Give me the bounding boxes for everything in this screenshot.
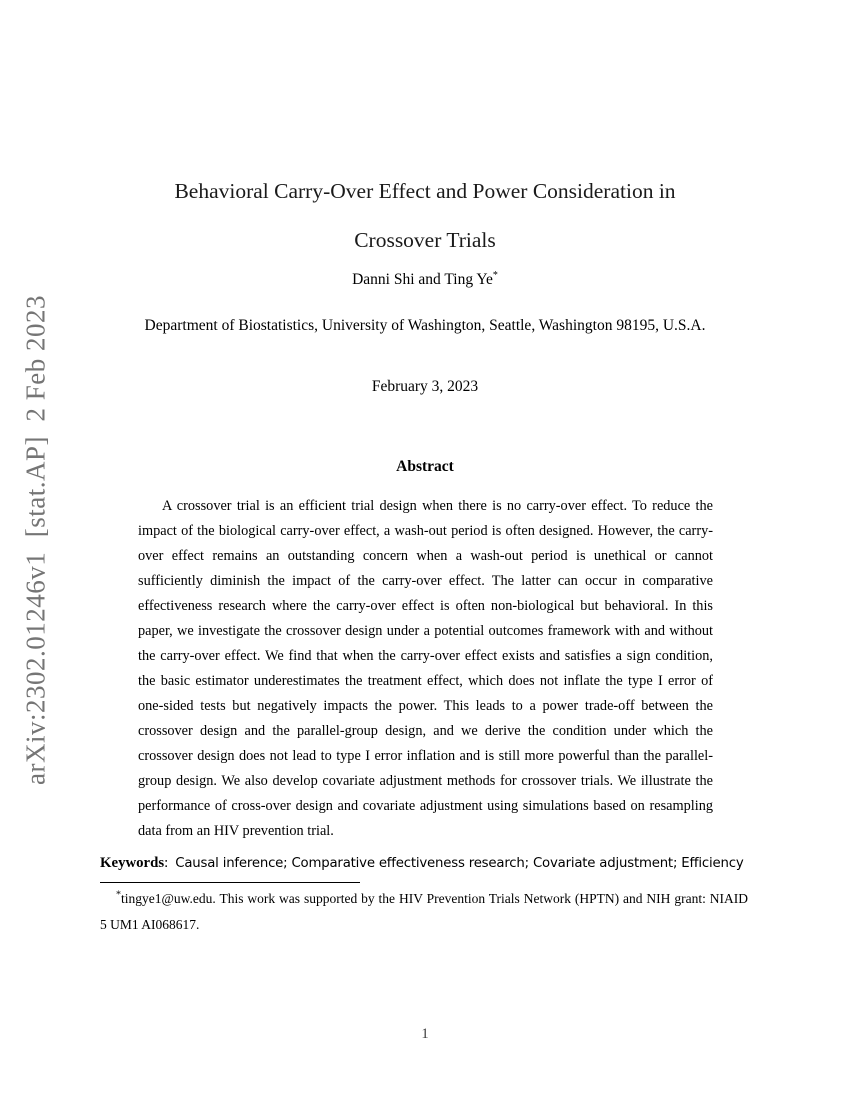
paper-title-line2: Crossover Trials <box>354 228 496 252</box>
footnote-text <box>100 886 748 938</box>
keywords-line <box>100 855 748 872</box>
authors-line <box>0 271 850 289</box>
arxiv-watermark: arXiv:2302.01246v1 [stat.AP] 2 Feb 2023 <box>20 295 51 785</box>
author-footnote-marker: * <box>492 269 498 281</box>
affiliation-line: Department of Biostatistics, University of Washington, Seattle, Washington 98195, U.S.A. <box>144 317 706 334</box>
abstract-text: A crossover trial is an efficient trial design when there is no carry-over effect. To reduce the impact of the biological carry-over effect, a wash-out period is often designed. However, the carry-over effect remains an outstanding concern when a wash-out period is unethical or cannot sufficiently diminish the impact of the carry-over effect. The latter can occur in comparative effectiveness research where the carry-over effect is often non-biological but behavioral. In this paper, we investigate the crossover design under a potential outcomes framework with and without the carry-over effect. We find that when the carry-over effect exists and satisfies a sign condition, the basic estimator underestimates the treatment effect, which does not inflate the type I error of one-sided tests but negatively impacts the power. This leads to a power trade-off between the crossover design and the parallel-group design, and we derive the condition under which the crossover design does not lead to type I error inflation and is still more powerful than the parallel-group design. We also develop covariate adjustment methods for crossover trials. We illustrate the performance of cross-over design and covariate adjustment using simulations based on resampling data from an HIV prevention trial. <box>138 498 713 839</box>
abstract-heading: Abstract <box>396 458 454 475</box>
keywords-list: Causal inference; Comparative effectiveness research; Covariate adjustment; Efficiency <box>175 856 744 871</box>
page-number: 1 <box>421 1026 429 1042</box>
date-line: February 3, 2023 <box>371 378 479 395</box>
footnote-rule <box>100 882 360 883</box>
author-names: Danni Shi and Ting Ye <box>352 271 493 288</box>
keywords-label: Keywords <box>100 855 165 871</box>
paper-title-line1: Behavioral Carry-Over Effect and Power Consideration in <box>174 179 676 203</box>
paper-title <box>0 167 850 265</box>
keywords-separator: : <box>164 855 169 871</box>
footnote-body: tingye1@uw.edu. This work was supported by the HIV Prevention Trials Network (HPTN) and NIH grant: NIAID 5 UM1 AI068617. <box>100 891 748 932</box>
footnote-marker: * <box>116 889 121 901</box>
